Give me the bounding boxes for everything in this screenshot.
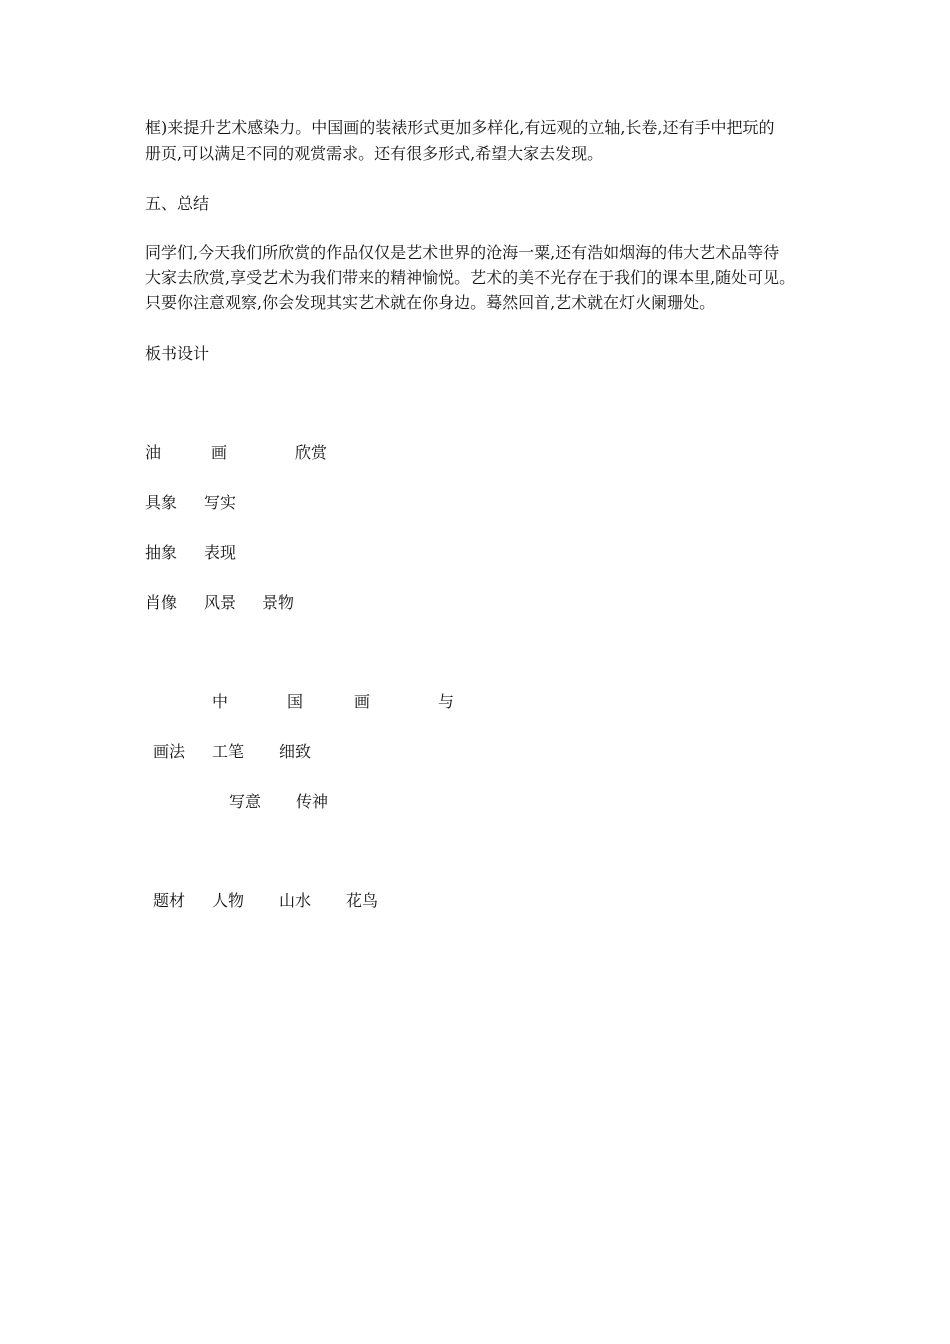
technique-xieyi-desc: 传神	[296, 792, 329, 811]
summary-line-2: 大家去欣赏,享受艺术为我们带来的精神愉悦。艺术的美不光存在于我们的课本里,随处可见。	[145, 268, 796, 287]
chinese-title-char-4: 与	[438, 692, 455, 711]
technique-gongbi-desc: 细致	[279, 742, 312, 761]
intro-line-1: 框)来提升艺术感染力。中国画的装裱形式更加多样化,有远观的立轴,长卷,还有手中把玩的	[145, 118, 775, 137]
oil-row2-desc: 表现	[204, 543, 237, 562]
oil-row1-desc: 写实	[204, 493, 237, 512]
chinese-title-char-3: 画	[354, 692, 371, 711]
technique-gongbi: 工笔	[212, 742, 245, 761]
oil-title-char-2: 画	[211, 443, 228, 462]
subject-label: 题材	[153, 891, 186, 910]
subject-landscape: 山水	[279, 891, 312, 910]
oil-title-char-1: 油	[145, 443, 162, 462]
board-heading: 板书设计	[145, 344, 210, 363]
technique-label: 画法	[153, 742, 186, 761]
intro-line-2: 册页,可以满足不同的观赏需求。还有很多形式,希望大家去发现。	[145, 144, 604, 163]
subject-birds-flowers: 花鸟	[346, 891, 379, 910]
oil-title-appreciation: 欣赏	[295, 443, 328, 462]
chinese-title-char-2: 国	[287, 692, 304, 711]
oil-row3-item-1: 肖像	[145, 593, 178, 612]
chinese-title-char-1: 中	[212, 692, 229, 711]
technique-xieyi: 写意	[229, 792, 262, 811]
summary-line-3: 只要你注意观察,你会发现其实艺术就在你身边。蓦然回首,艺术就在灯火阑珊处。	[145, 293, 716, 312]
summary-heading: 五、总结	[145, 194, 210, 213]
summary-line-1: 同学们,今天我们所欣赏的作品仅仅是艺术世界的沧海一粟,还有浩如烟海的伟大艺术品等待	[145, 243, 780, 262]
oil-row2-term: 抽象	[145, 543, 178, 562]
oil-row3-item-2: 风景	[204, 593, 237, 612]
subject-figures: 人物	[212, 891, 245, 910]
oil-row1-term: 具象	[145, 493, 178, 512]
oil-row3-item-3: 景物	[262, 593, 295, 612]
